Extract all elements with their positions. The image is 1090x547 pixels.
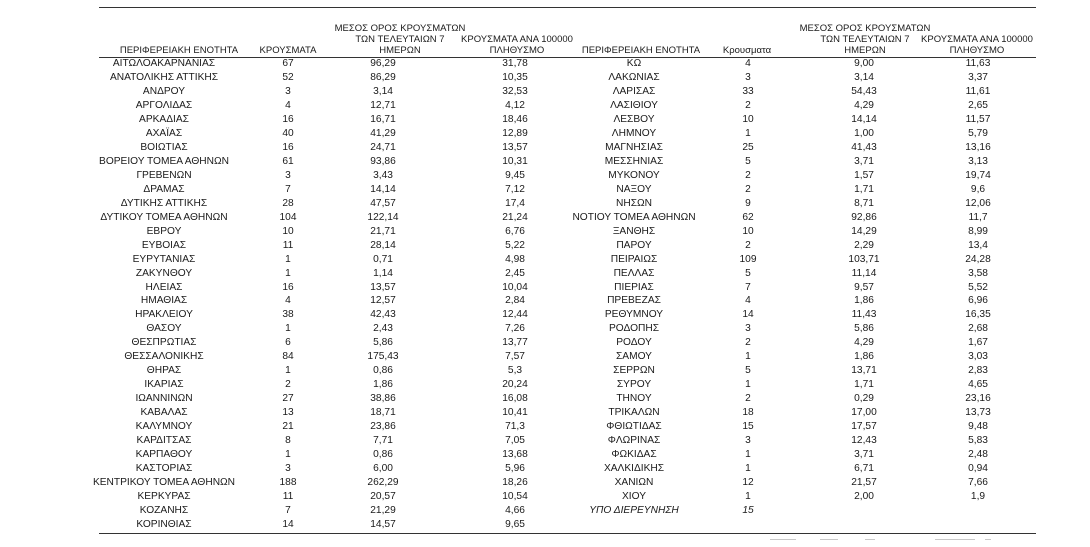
right-row-cases: 4 xyxy=(745,295,751,307)
left-row-region: ΕΥΡΥΤΑΝΙΑΣ xyxy=(132,253,196,265)
left-row-avg7: 42,43 xyxy=(370,309,396,321)
right-row-per100k: 5,52 xyxy=(968,281,988,293)
right-row-cases: 62 xyxy=(742,211,754,223)
left-row-cases: 7 xyxy=(285,505,291,517)
right-row-cases: 7 xyxy=(745,281,751,293)
right-row-cases: 2 xyxy=(745,183,751,195)
left-row-avg7: 3,43 xyxy=(373,169,393,181)
right-row-avg7: 0,29 xyxy=(854,393,874,405)
left-row-per100k: 2,84 xyxy=(505,295,525,307)
right-row-cases: 1 xyxy=(745,491,751,503)
right-row-cases: 3 xyxy=(745,323,751,335)
left-row-cases: 188 xyxy=(279,477,297,489)
right-row-region: ΠΕΛΛΑΣ xyxy=(613,267,655,279)
left-row-avg7: 14,57 xyxy=(370,519,396,530)
right-row-per100k: 23,16 xyxy=(965,393,991,405)
right-row-cases: 1 xyxy=(745,463,751,475)
right-row-avg7: 14,29 xyxy=(851,225,877,237)
right-row-region: ΣΕΡΡΩΝ xyxy=(613,365,655,377)
left-row-avg7: 262,29 xyxy=(367,477,399,489)
left-row-avg7: 0,71 xyxy=(373,253,393,265)
left-row-per100k: 6,76 xyxy=(505,225,525,237)
left-row-region: ΙΚΑΡΙΑΣ xyxy=(144,379,184,391)
right-row-cases: 9 xyxy=(745,197,751,209)
left-row-cases: 21 xyxy=(282,421,294,433)
right-row-per100k: 6,96 xyxy=(968,295,988,307)
left-row-per100k: 10,31 xyxy=(502,155,528,167)
right-row-region: ΚΩ xyxy=(626,58,642,69)
right-row-region: ΠΙΕΡΙΑΣ xyxy=(614,281,654,293)
left-row-cases: 1 xyxy=(285,323,291,335)
right-row-avg7: 17,57 xyxy=(851,421,877,433)
right-row-region: ΜΥΚΟΝΟΥ xyxy=(608,169,660,181)
right-row-avg7: 54,43 xyxy=(851,85,877,97)
right-row-cases: 1 xyxy=(745,449,751,461)
left-row-avg7: 0,86 xyxy=(373,365,393,377)
left-row-avg7: 41,29 xyxy=(370,127,396,139)
left-row-per100k: 17,4 xyxy=(505,197,525,209)
left-row-region: ΚΕΡΚΥΡΑΣ xyxy=(137,491,191,503)
header-avg-line1: ΜΕΣΟΣ ΟΡΟΣ ΚΡΟΥΣΜΑΤΩΝ xyxy=(334,23,466,34)
left-row-per100k: 10,04 xyxy=(502,281,528,293)
left-row-region: ΚΑΡΔΙΤΣΑΣ xyxy=(136,435,192,447)
left-row-cases: 13 xyxy=(282,407,294,419)
header-per-line1: ΚΡΟΥΣΜΑΤΑ ΑΝΑ 100000 xyxy=(921,34,1033,45)
right-row-cases: 15 xyxy=(742,505,754,517)
right-row-avg7: 17,00 xyxy=(851,407,877,419)
header-avg-line2: ΤΩΝ ΤΕΛΕΥΤΑΙΩΝ 7 xyxy=(355,34,445,45)
left-row-region: ΒΟΡΕΙΟΥ ΤΟΜΕΑ ΑΘΗΝΩΝ xyxy=(99,155,229,167)
right-row-per100k: 11,57 xyxy=(965,113,991,125)
left-row-region: ΘΕΣΣΑΛΟΝΙΚΗΣ xyxy=(124,351,204,363)
right-row-avg7: 41,43 xyxy=(851,141,877,153)
left-row-cases: 11 xyxy=(282,239,294,251)
left-row-avg7: 12,71 xyxy=(370,99,396,111)
right-row-region: ΝΟΤΙΟΥ ΤΟΜΕΑ ΑΘΗΝΩΝ xyxy=(572,211,696,223)
left-row-region: ΗΜΑΘΙΑΣ xyxy=(140,295,188,307)
left-row-cases: 1 xyxy=(285,449,291,461)
right-row-cases: 14 xyxy=(742,309,754,321)
header-avg-line3: ΗΜΕΡΩΝ xyxy=(379,45,421,56)
left-row-cases: 104 xyxy=(279,211,297,223)
left-row-region: ΘΗΡΑΣ xyxy=(146,365,182,377)
left-row-region: ΚΑΒΑΛΑΣ xyxy=(140,407,188,419)
left-row-avg7: 20,57 xyxy=(370,491,396,503)
left-row-per100k: 13,77 xyxy=(502,337,528,349)
right-row-avg7: 6,71 xyxy=(854,463,874,475)
left-row-per100k: 13,57 xyxy=(502,141,528,153)
right-row-cases: 109 xyxy=(739,253,757,265)
right-row-region: ΦΘΙΩΤΙΔΑΣ xyxy=(606,421,662,433)
right-row-avg7: 11,43 xyxy=(851,309,877,321)
right-row-per100k: 3,37 xyxy=(968,71,988,83)
left-row-region: ΘΑΣΟΥ xyxy=(146,323,182,335)
right-row-per100k: 2,48 xyxy=(968,449,988,461)
left-row-per100k: 12,44 xyxy=(502,309,528,321)
right-row-avg7: 1,00 xyxy=(854,127,874,139)
left-row-per100k: 2,45 xyxy=(505,267,525,279)
right-row-cases: 1 xyxy=(745,127,751,139)
right-row-per100k: 3,13 xyxy=(968,155,988,167)
right-row-region: ΧΑΝΙΩΝ xyxy=(614,477,654,489)
right-row-cases: 1 xyxy=(745,351,751,363)
right-row-region: ΧΑΛΚΙΔΙΚΗΣ xyxy=(603,463,665,475)
left-row-region: ΔΡΑΜΑΣ xyxy=(143,183,185,195)
right-row-per100k: 7,66 xyxy=(968,477,988,489)
right-row-per100k: 2,65 xyxy=(968,99,988,111)
right-row-per100k: 3,58 xyxy=(968,267,988,279)
right-row-region: ΥΠΟ ΔΙΕΡΕΥΝΗΣΗ xyxy=(589,505,679,517)
right-row-region: ΜΕΣΣΗΝΙΑΣ xyxy=(604,155,664,167)
left-row-cases: 7 xyxy=(285,183,291,195)
watermark-fragment xyxy=(865,539,875,540)
right-row-region: ΛΑΚΩΝΙΑΣ xyxy=(608,71,660,83)
right-row-cases: 33 xyxy=(742,85,754,97)
right-row-per100k: 2,68 xyxy=(968,323,988,335)
left-row-avg7: 175,43 xyxy=(367,351,399,363)
left-row-per100k: 7,57 xyxy=(505,351,525,363)
left-row-per100k: 10,54 xyxy=(502,491,528,503)
right-row-per100k: 11,63 xyxy=(965,58,991,69)
left-row-avg7: 1,14 xyxy=(373,267,393,279)
left-row-region: ΔΥΤΙΚΗΣ ΑΤΤΙΚΗΣ xyxy=(120,197,208,209)
right-row-cases: 10 xyxy=(742,225,754,237)
left-row-region: ΕΒΡΟΥ xyxy=(146,225,182,237)
left-row-region: ΑΧΑΪΑΣ xyxy=(145,127,183,139)
right-row-per100k: 8,99 xyxy=(968,225,988,237)
right-row-cases: 18 xyxy=(742,407,754,419)
left-row-region: ΚΟΡΙΝΘΙΑΣ xyxy=(136,519,192,530)
header-avg-left xyxy=(330,23,470,56)
left-row-region: ΙΩΑΝΝΙΝΩΝ xyxy=(135,393,193,405)
left-row-per100k: 9,45 xyxy=(505,169,525,181)
left-row-region: ΗΛΕΙΑΣ xyxy=(145,281,183,293)
right-row-avg7: 8,71 xyxy=(854,197,874,209)
left-row-avg7: 93,86 xyxy=(370,155,396,167)
right-row-region: ΧΙΟΥ xyxy=(621,491,647,503)
left-row-avg7: 16,71 xyxy=(370,113,396,125)
left-row-cases: 4 xyxy=(285,99,291,111)
right-row-avg7: 9,57 xyxy=(854,281,874,293)
right-row-region: ΤΡΙΚΑΛΩΝ xyxy=(608,407,660,419)
left-row-avg7: 23,86 xyxy=(370,421,396,433)
right-row-avg7: 103,71 xyxy=(848,253,880,265)
header-per100k-left xyxy=(452,34,582,56)
left-row-avg7: 7,71 xyxy=(373,435,393,447)
right-row-avg7: 3,71 xyxy=(854,449,874,461)
left-row-region: ΓΡΕΒΕΝΩΝ xyxy=(136,169,192,181)
right-row-region: ΤΗΝΟΥ xyxy=(616,393,652,405)
left-row-region: ΑΝΔΡΟΥ xyxy=(142,85,186,97)
left-row-per100k: 5,3 xyxy=(507,365,523,377)
left-row-cases: 1 xyxy=(285,365,291,377)
left-row-per100k: 4,66 xyxy=(505,505,525,517)
right-row-per100k: 3,03 xyxy=(968,351,988,363)
right-row-avg7: 1,57 xyxy=(854,169,874,181)
right-row-avg7: 12,43 xyxy=(851,435,877,447)
right-row-cases: 10 xyxy=(742,113,754,125)
left-row-avg7: 86,29 xyxy=(370,71,396,83)
right-row-per100k: 19,74 xyxy=(965,169,991,181)
left-row-region: ΑΡΓΟΛΙΔΑΣ xyxy=(135,99,193,111)
right-row-cases: 2 xyxy=(745,169,751,181)
right-row-region: ΦΛΩΡΙΝΑΣ xyxy=(607,435,661,447)
left-row-cases: 3 xyxy=(285,169,291,181)
left-row-per100k: 5,22 xyxy=(505,239,525,251)
right-row-per100k: 24,28 xyxy=(965,253,991,265)
left-row-avg7: 12,57 xyxy=(370,295,396,307)
right-row-region: ΜΑΓΝΗΣΙΑΣ xyxy=(605,141,663,153)
left-row-per100k: 5,96 xyxy=(505,463,525,475)
right-row-cases: 3 xyxy=(745,435,751,447)
left-row-region: ΑΙΤΩΛΟΑΚΑΡΝΑΝΙΑΣ xyxy=(112,58,216,69)
right-row-cases: 5 xyxy=(745,365,751,377)
left-row-region: ΒΟΙΩΤΙΑΣ xyxy=(140,141,188,153)
left-row-avg7: 24,71 xyxy=(370,141,396,153)
left-row-cases: 1 xyxy=(285,253,291,265)
left-row-region: ΗΡΑΚΛΕΙΟΥ xyxy=(135,309,193,321)
right-row-per100k: 5,83 xyxy=(968,435,988,447)
right-row-avg7: 21,57 xyxy=(851,477,877,489)
right-row-per100k: 5,79 xyxy=(968,127,988,139)
left-row-per100k: 7,12 xyxy=(505,183,525,195)
left-row-cases: 14 xyxy=(282,519,294,530)
left-row-cases: 28 xyxy=(282,197,294,209)
right-row-avg7: 2,00 xyxy=(854,491,874,503)
right-row-avg7: 1,71 xyxy=(854,183,874,195)
left-row-cases: 3 xyxy=(285,85,291,97)
left-row-per100k: 18,26 xyxy=(502,477,528,489)
left-row-per100k: 31,78 xyxy=(502,58,528,69)
left-row-cases: 84 xyxy=(282,351,294,363)
header-cases-left: ΚΡΟΥΣΜΑΤΑ xyxy=(259,45,317,56)
table-bottom-border xyxy=(99,533,1036,534)
left-row-cases: 4 xyxy=(285,295,291,307)
header-region-right: ΠΕΡΙΦΕΡΕΙΑΚΗ ΕΝΟΤΗΤΑ xyxy=(581,45,701,56)
left-row-region: ΘΕΣΠΡΩΤΙΑΣ xyxy=(131,337,197,349)
right-row-avg7: 3,14 xyxy=(854,71,874,83)
left-row-cases: 38 xyxy=(282,309,294,321)
left-row-avg7: 13,57 xyxy=(370,281,396,293)
right-row-region: ΣΑΜΟΥ xyxy=(616,351,652,363)
right-row-region: ΦΩΚΙΔΑΣ xyxy=(611,449,657,461)
header-region-left: ΠΕΡΙΦΕΡΕΙΑΚΗ ΕΝΟΤΗΤΑ xyxy=(119,45,239,56)
left-row-avg7: 21,29 xyxy=(370,505,396,517)
left-row-avg7: 0,86 xyxy=(373,449,393,461)
right-row-region: ΣΥΡΟΥ xyxy=(616,379,652,391)
watermark-fragment xyxy=(770,539,796,540)
left-row-per100k: 20,24 xyxy=(502,379,528,391)
left-row-per100k: 18,46 xyxy=(502,113,528,125)
right-row-avg7: 1,71 xyxy=(854,379,874,391)
left-row-region: ΚΑΡΠΑΘΟΥ xyxy=(135,449,193,461)
left-row-region: ΚΟΖΑΝΗΣ xyxy=(139,505,189,517)
left-row-avg7: 14,14 xyxy=(370,183,396,195)
right-row-cases: 2 xyxy=(745,337,751,349)
left-row-cases: 16 xyxy=(282,113,294,125)
left-row-per100k: 13,68 xyxy=(502,449,528,461)
right-row-region: ΡΟΔΟΥ xyxy=(616,337,652,349)
left-row-cases: 6 xyxy=(285,337,291,349)
header-avg-line2: ΤΩΝ ΤΕΛΕΥΤΑΙΩΝ 7 xyxy=(820,34,910,45)
left-row-cases: 16 xyxy=(282,281,294,293)
header-per100k-right xyxy=(912,34,1042,56)
right-row-cases: 3 xyxy=(745,71,751,83)
right-row-avg7: 92,86 xyxy=(851,211,877,223)
left-row-avg7: 5,86 xyxy=(373,337,393,349)
left-row-cases: 10 xyxy=(282,225,294,237)
right-row-region: ΛΗΜΝΟΥ xyxy=(611,127,657,139)
left-row-cases: 11 xyxy=(282,491,294,503)
left-row-cases: 67 xyxy=(282,58,294,69)
right-row-cases: 25 xyxy=(742,141,754,153)
left-row-per100k: 32,53 xyxy=(502,85,528,97)
right-row-per100k: 2,83 xyxy=(968,365,988,377)
left-row-per100k: 9,65 xyxy=(505,519,525,530)
right-row-per100k: 4,65 xyxy=(968,379,988,391)
right-row-avg7: 4,29 xyxy=(854,337,874,349)
left-row-avg7: 96,29 xyxy=(370,58,396,69)
right-row-per100k: 9,6 xyxy=(970,183,986,195)
right-row-cases: 2 xyxy=(745,239,751,251)
right-row-avg7: 1,86 xyxy=(854,295,874,307)
left-row-region: ΚΕΝΤΡΙΚΟΥ ΤΟΜΕΑ ΑΘΗΝΩΝ xyxy=(92,477,236,489)
left-row-per100k: 4,98 xyxy=(505,253,525,265)
right-row-per100k: 0,94 xyxy=(968,463,988,475)
left-row-per100k: 12,89 xyxy=(502,127,528,139)
right-row-per100k: 12,06 xyxy=(965,197,991,209)
right-row-avg7: 4,29 xyxy=(854,99,874,111)
header-avg-line3: ΗΜΕΡΩΝ xyxy=(844,45,886,56)
right-row-cases: 2 xyxy=(745,99,751,111)
left-row-region: ΑΝΑΤΟΛΙΚΗΣ ΑΤΤΙΚΗΣ xyxy=(109,71,219,83)
right-row-region: ΡΕΘΥΜΝΟΥ xyxy=(604,309,664,321)
left-row-region: ΚΑΣΤΟΡΙΑΣ xyxy=(135,463,193,475)
table-top-border xyxy=(99,7,1036,8)
watermark-fragment xyxy=(935,539,975,540)
right-row-avg7: 3,71 xyxy=(854,155,874,167)
right-row-region: ΛΑΣΙΘΙΟΥ xyxy=(610,99,658,111)
left-row-cases: 52 xyxy=(282,71,294,83)
right-row-avg7: 5,86 xyxy=(854,323,874,335)
right-row-cases: 15 xyxy=(742,421,754,433)
left-row-avg7: 122,14 xyxy=(367,211,399,223)
header-per-line2: ΠΛΗΘΥΣΜΟ xyxy=(489,45,545,56)
header-cases-right: Κρουσματα xyxy=(722,45,772,56)
right-row-per100k: 11,7 xyxy=(968,211,988,223)
left-row-per100k: 16,08 xyxy=(502,393,528,405)
watermark-fragment xyxy=(985,539,991,540)
left-row-cases: 16 xyxy=(282,141,294,153)
right-row-cases: 12 xyxy=(742,477,754,489)
left-row-avg7: 47,57 xyxy=(370,197,396,209)
watermark-fragment xyxy=(820,539,838,540)
left-row-region: ΖΑΚΥΝΘΟΥ xyxy=(135,267,193,279)
right-row-per100k: 9,48 xyxy=(968,421,988,433)
right-row-per100k: 13,16 xyxy=(965,141,991,153)
header-per-line2: ΠΛΗΘΥΣΜΟ xyxy=(949,45,1005,56)
left-row-avg7: 2,43 xyxy=(373,323,393,335)
right-row-region: ΡΟΔΟΠΗΣ xyxy=(608,323,660,335)
left-row-per100k: 7,05 xyxy=(505,435,525,447)
header-avg-line1: ΜΕΣΟΣ ΟΡΟΣ ΚΡΟΥΣΜΑΤΩΝ xyxy=(799,23,931,34)
right-row-region: ΝΑΞΟΥ xyxy=(616,183,652,195)
right-row-per100k: 13,73 xyxy=(965,407,991,419)
left-row-avg7: 28,14 xyxy=(370,239,396,251)
left-row-avg7: 38,86 xyxy=(370,393,396,405)
left-row-cases: 61 xyxy=(282,155,294,167)
right-row-region: ΞΑΝΘΗΣ xyxy=(612,225,656,237)
left-row-per100k: 4,12 xyxy=(505,99,525,111)
left-row-per100k: 10,35 xyxy=(502,71,528,83)
right-row-cases: 1 xyxy=(745,379,751,391)
right-row-cases: 2 xyxy=(745,393,751,405)
right-row-per100k: 1,9 xyxy=(970,491,986,503)
left-row-per100k: 7,26 xyxy=(505,323,525,335)
right-row-per100k: 11,61 xyxy=(965,85,991,97)
right-row-region: ΛΑΡΙΣΑΣ xyxy=(612,85,656,97)
right-row-region: ΠΑΡΟΥ xyxy=(616,239,652,251)
right-row-cases: 4 xyxy=(745,58,751,69)
right-row-region: ΠΕΙΡΑΙΩΣ xyxy=(610,253,658,265)
right-row-region: ΠΡΕΒΕΖΑΣ xyxy=(607,295,661,307)
right-row-cases: 5 xyxy=(745,155,751,167)
right-row-per100k: 16,35 xyxy=(965,309,991,321)
left-row-cases: 3 xyxy=(285,463,291,475)
left-row-region: ΚΑΛΥΜΝΟΥ xyxy=(135,421,193,433)
right-row-region: ΝΗΣΩΝ xyxy=(616,197,652,209)
left-row-region: ΕΥΒΟΙΑΣ xyxy=(141,239,187,251)
left-row-avg7: 18,71 xyxy=(370,407,396,419)
header-per-line1: ΚΡΟΥΣΜΑΤΑ ΑΝΑ 100000 xyxy=(461,34,573,45)
right-row-avg7: 14,14 xyxy=(851,113,877,125)
right-row-region: ΛΕΣΒΟΥ xyxy=(613,113,655,125)
left-row-avg7: 21,71 xyxy=(370,225,396,237)
left-row-avg7: 6,00 xyxy=(373,463,393,475)
right-row-avg7: 1,86 xyxy=(854,351,874,363)
left-row-region: ΑΡΚΑΔΙΑΣ xyxy=(139,113,189,125)
right-row-per100k: 1,67 xyxy=(968,337,988,349)
right-row-avg7: 11,14 xyxy=(851,267,877,279)
left-row-cases: 2 xyxy=(285,379,291,391)
left-row-per100k: 71,3 xyxy=(505,421,525,433)
right-row-avg7: 13,71 xyxy=(851,365,877,377)
left-row-avg7: 3,14 xyxy=(373,85,393,97)
right-row-cases: 5 xyxy=(745,267,751,279)
left-row-per100k: 21,24 xyxy=(502,211,528,223)
right-row-avg7: 9,00 xyxy=(854,58,874,69)
left-row-per100k: 10,41 xyxy=(502,407,528,419)
left-row-avg7: 1,86 xyxy=(373,379,393,391)
left-row-cases: 40 xyxy=(282,127,294,139)
left-row-cases: 8 xyxy=(285,435,291,447)
left-row-cases: 1 xyxy=(285,267,291,279)
right-row-avg7: 2,29 xyxy=(854,239,874,251)
left-row-region: ΔΥΤΙΚΟΥ ΤΟΜΕΑ ΑΘΗΝΩΝ xyxy=(100,211,228,223)
left-row-cases: 27 xyxy=(282,393,294,405)
right-row-per100k: 13,4 xyxy=(968,239,988,251)
